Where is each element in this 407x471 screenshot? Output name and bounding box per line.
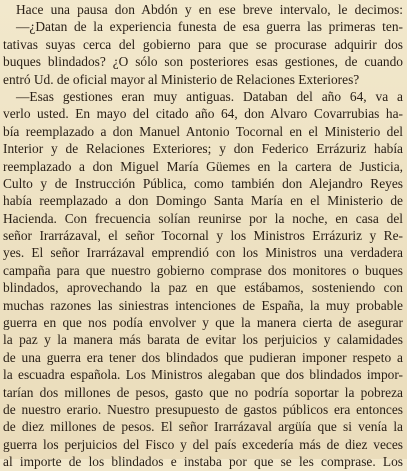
text-line: bía reemplazado a don Manuel Antonio Tocornal en el Ministerio del	[3, 123, 403, 139]
text-line: Culto y de Instrucción Pública, como también don Alejandro Reyes	[3, 175, 403, 191]
text-line: de diez millones de pesos. El señor Irarrázaval argüía que si venía la	[3, 419, 403, 435]
text-line: Hacienda. Con frecuencia solían reunirse por la noche, en casa del	[3, 210, 403, 226]
text-line: había reemplazado a don Domingo Santa María en el Ministerio de	[3, 193, 403, 209]
text-line: entró Ud. de oficial mayor al Ministerio de Relaciones Exteriores?	[3, 71, 360, 87]
text-line: la paz y la manera más barata de evitar los perjuicios y calamidades	[3, 332, 403, 348]
text-line: Hace una pausa don Abdón y en ese breve intervalo, le decimos:	[16, 2, 403, 17]
text-line: tarían dos millones de pesos, gasto que no podría soportar la pobreza	[3, 384, 403, 400]
text-line: la escuadra española. Los Ministros alegaban que dos blindados impor-	[3, 367, 403, 383]
text-line: campaña para que nuestro gobierno comprase dos monitores o buques	[3, 262, 403, 278]
text-line: de nuestro erario. Nuestro presupuesto de gastos públicos era entonces	[3, 401, 403, 417]
text-line: buques blindados? ¿O sólo son posteriores esas gestiones, de cuando	[3, 54, 403, 70]
text-line: verlo usted. En mayo del citado año 64, don Alvaro Covarrubias ha-	[3, 106, 403, 122]
text-line: de una guerra era tener dos blindados que pudieran imponer respeto a	[3, 349, 403, 365]
text-line: yes. El señor Irarrázaval emprendió con los Ministros una verdadera	[3, 245, 403, 261]
text-line: Interior y de Relaciones Exteriores; y don Federico Errázuriz había	[3, 141, 403, 157]
text-line: guerra en que nos podía envolver y que la manera cierta de asegurar	[3, 315, 403, 331]
text-line: guerra los perjuicios del Fisco y del país excedería más de diez veces	[3, 436, 403, 452]
text-line: —¿Datan de la experiencia funesta de esa guerra las primeras ten-	[16, 19, 403, 35]
text-line: señor Irarrázaval, el señor Tocornal y los Ministros Errázuriz y Re-	[3, 228, 403, 244]
text-line: —Esas gestiones eran muy antiguas. Databan del año 64, va a	[16, 88, 403, 104]
text-line: reemplazado a don Miguel María Güemes en la cartera de Justicia,	[3, 158, 403, 174]
text-line: al importe de los blindados e instaba por que se les comprase. Los	[3, 454, 403, 470]
text-line: tativas suyas cerca del gobierno para que se procurase adquirir dos	[3, 36, 403, 52]
text-line: muchas razones las siniestras intenciones de España, la muy probable	[3, 297, 403, 313]
text-line: blindados, aprovechando la paz en que estábamos, sosteniendo con	[3, 280, 403, 296]
